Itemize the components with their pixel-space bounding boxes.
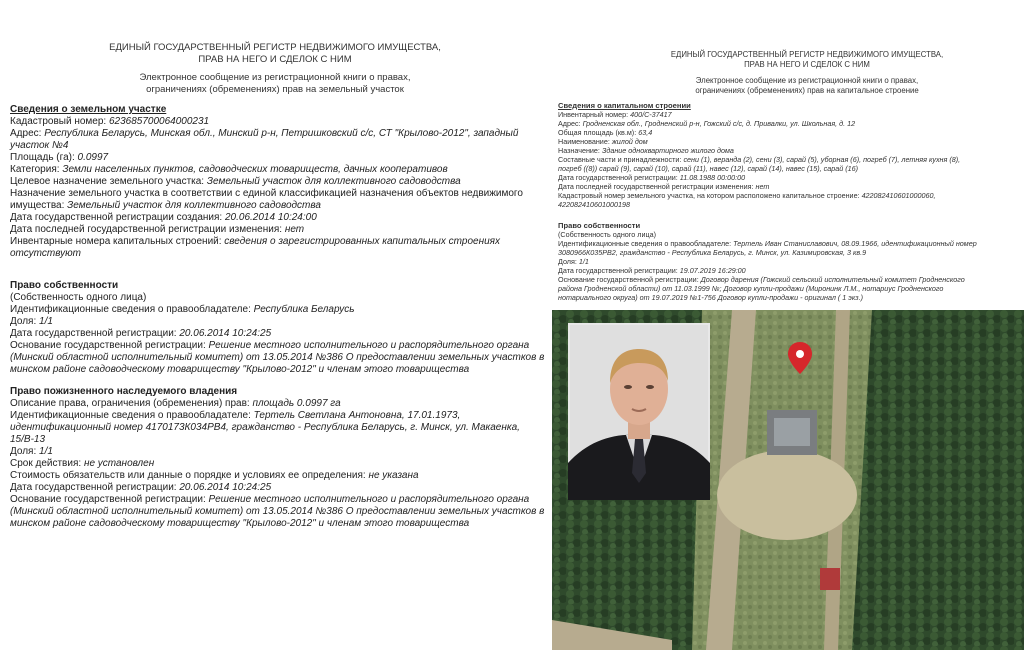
land-purpose: Целевое назначение земельного участка: Земельный участок для коллективного садоводства	[10, 176, 461, 187]
ownership-subtitle: (Собственность одного лица)	[10, 292, 147, 303]
lifetime-holder-cont: идентификационный номер 4170173К034РВ4, гражданство - Республика Беларусь, г. Минск, ул. Макаенка,	[10, 422, 520, 433]
building-section-title: Сведения о капитальном строении	[558, 101, 691, 110]
land-address-cont: участок №4	[10, 140, 69, 151]
land-category: Категория: Земли населенных пунктов, садоводческих товариществ, дачных кооперативов	[10, 164, 448, 175]
land-address: Адрес: Республика Беларусь, Минская обл., Минский р-н, Петришковский с/с, СТ "Крылово-2012", западный	[10, 128, 519, 139]
lifetime-section-title: Право пожизненного наследуемого владения	[10, 386, 238, 397]
building-parts: Составные части и принадлежности: сени (1), веранда (2), сени (3), сарай (5), уборная (6), погреб (7), летняя кухня (8),	[558, 155, 961, 164]
building-address: Адрес: Гродненская обл., Гродненский р-н, Гожский с/с, д. Привалки, ул. Школьная, д. 12	[558, 119, 856, 128]
r-ownership-subtitle: (Собственность одного лица)	[558, 230, 656, 239]
r-ownership-title: Право собственности	[558, 221, 641, 230]
ownership-regdate: Дата государственной регистрации: 20.06.2014 10:24:25	[10, 328, 272, 339]
r-ownership-share: Доля: 1/1	[558, 257, 589, 266]
lifetime-holder: Идентификационные сведения о правообладателе: Тертель Светлана Антоновна, 17.01.1973,	[10, 410, 461, 421]
r-ownership-holder: Идентификационные сведения о правообладателе: Тертель Иван Станиславович, 08.09.1966, идентификационный номер	[558, 239, 977, 248]
building-parts-cont: погреб ((8)) сарай (9), сарай (10), сарай (11), навес (12), сарай (14), навес (15), сарай (16)	[558, 164, 859, 173]
left-header-line4: ограничениях (обременениях) прав на земельный участок	[146, 84, 404, 95]
building-lastchange: Дата последней государственной регистрации изменения: нет	[558, 182, 770, 191]
lifetime-holder-cont2: 15/В-13	[10, 434, 46, 445]
r-ownership-basis-cont: района Гродненской области) от 11.03.1999 №; Договор купли-продажи (Миронинк Л.М., нотариус Гродненского	[558, 284, 944, 293]
land-section-title: Сведения о земельном участке	[10, 104, 167, 115]
clearing	[717, 450, 857, 540]
r-ownership-holder-cont: 3080966К035РВ2, гражданство - Республика Беларусь, г. Минск, ул. Казимировская, 3 кв.9	[558, 248, 867, 257]
right-header-line4: ограничениях (обременениях) прав на капитальное строение	[695, 86, 919, 95]
land-created: Дата государственной регистрации создания: 20.06.2014 10:24:00	[10, 212, 317, 223]
land-classification: Назначение земельного участка в соответствии с единой классификацией назначения объектов недвижимого	[10, 188, 523, 199]
land-lastchange: Дата последней государственной регистрации изменения: нет	[10, 224, 305, 235]
ownership-share: Доля: 1/1	[10, 316, 53, 327]
r-ownership-regdate: Дата государственной регистрации: 19.07.2019 16:29:00	[558, 266, 746, 275]
land-area: Площадь (га): 0.0997	[10, 152, 109, 163]
land-inventory: Инвентарные номера капитальных строений: сведения о зарегистрированных капитальных строениях	[10, 236, 500, 247]
portrait-photo	[568, 323, 710, 500]
shed-red-roof	[820, 568, 840, 590]
building-purpose: Назначение: Здание одноквартирного жилого дома	[558, 146, 734, 155]
building-area: Общая площадь (кв.м): 63,4	[558, 128, 653, 137]
lifetime-desc: Описание права, ограничения (обременения) прав: площадь 0.0997 га	[10, 398, 341, 409]
satellite-image-panel	[552, 310, 1024, 650]
r-ownership-basis: Основание государственной регистрации: Договор дарения (Гожский сельский исполнительный комитет Гродненского	[558, 275, 965, 284]
ownership-holder: Идентификационные сведения о правообладателе: Республика Беларусь	[10, 304, 355, 315]
right-header-line3: Электронное сообщение из регистрационной книги о правах,	[695, 76, 919, 85]
land-cadastral: Кадастровый номер: 623685700064000231	[10, 116, 210, 127]
left-header-line2: ПРАВ НА НЕГО И СДЕЛОК С НИМ	[198, 54, 352, 65]
building-cadastral-cont: 422082410601000198	[558, 200, 630, 209]
right-header-line1: ЕДИНЫЙ ГОСУДАРСТВЕННЫЙ РЕГИСТР НЕДВИЖИМОГО ИМУЩЕСТВА,	[670, 50, 944, 59]
land-classification-cont: имущества: Земельный участок для коллективного садоводства	[10, 200, 321, 211]
lifetime-share: Доля: 1/1	[10, 446, 53, 457]
left-header-line3: Электронное сообщение из регистрационной книги о правах,	[139, 72, 411, 83]
r-ownership-basis-cont2: нотариального округа) от 19.07.2019 №1-756 Договор купли-продажи - оригинал ( 1 экз.)	[558, 293, 863, 302]
building-regdate: Дата государственной регистрации: 11.08.1988 00:00:00	[558, 173, 746, 182]
building-inventory: Инвентарный номер: 400/С-37417	[558, 110, 672, 119]
ownership-basis-cont2: минском районе садоводческому товариществу "Крылово-2012" и членам этого товарищества	[10, 364, 470, 375]
building-registry-document	[552, 0, 1024, 310]
building-name: Наименование: жилой дом	[558, 137, 648, 146]
lifetime-cost: Стоимость обязательств или данные о порядке и условиях ее определения: не указана	[10, 470, 419, 481]
ownership-basis-cont: (Минский областной исполнительный комитет) от 13.05.2014 №386 О предоставлении земельных участков в	[10, 352, 545, 363]
lifetime-basis: Основание государственной регистрации: Решение местного исполнительного и распорядительного органа	[10, 494, 530, 505]
left-header-line1: ЕДИНЫЙ ГОСУДАРСТВЕННЫЙ РЕГИСТР НЕДВИЖИМОГО ИМУЩЕСТВА,	[109, 42, 441, 53]
building-cadastral: Кадастровый номер земельного участка, на котором расположено капитальное строение: 422082410601000060,	[558, 191, 936, 200]
lifetime-regdate: Дата государственной регистрации: 20.06.2014 10:24:25	[10, 482, 272, 493]
lifetime-basis-cont: (Минский областной исполнительный комитет) от 13.05.2014 №386 О предоставлении земельных участков в	[10, 506, 545, 517]
lifetime-basis-cont2: минском районе садоводческому товариществу "Крылово-2012" и членам этого товарищества	[10, 518, 470, 529]
house-roof-ridge	[774, 418, 810, 446]
land-inventory-cont: отсутствуют	[10, 248, 81, 259]
lifetime-term: Срок действия: не установлен	[10, 458, 155, 469]
ownership-section-title: Право собственности	[10, 280, 119, 291]
right-header-line2: ПРАВ НА НЕГО И СДЕЛОК С НИМ	[744, 60, 870, 69]
ownership-basis: Основание государственной регистрации: Решение местного исполнительного и распорядительного органа	[10, 340, 530, 351]
